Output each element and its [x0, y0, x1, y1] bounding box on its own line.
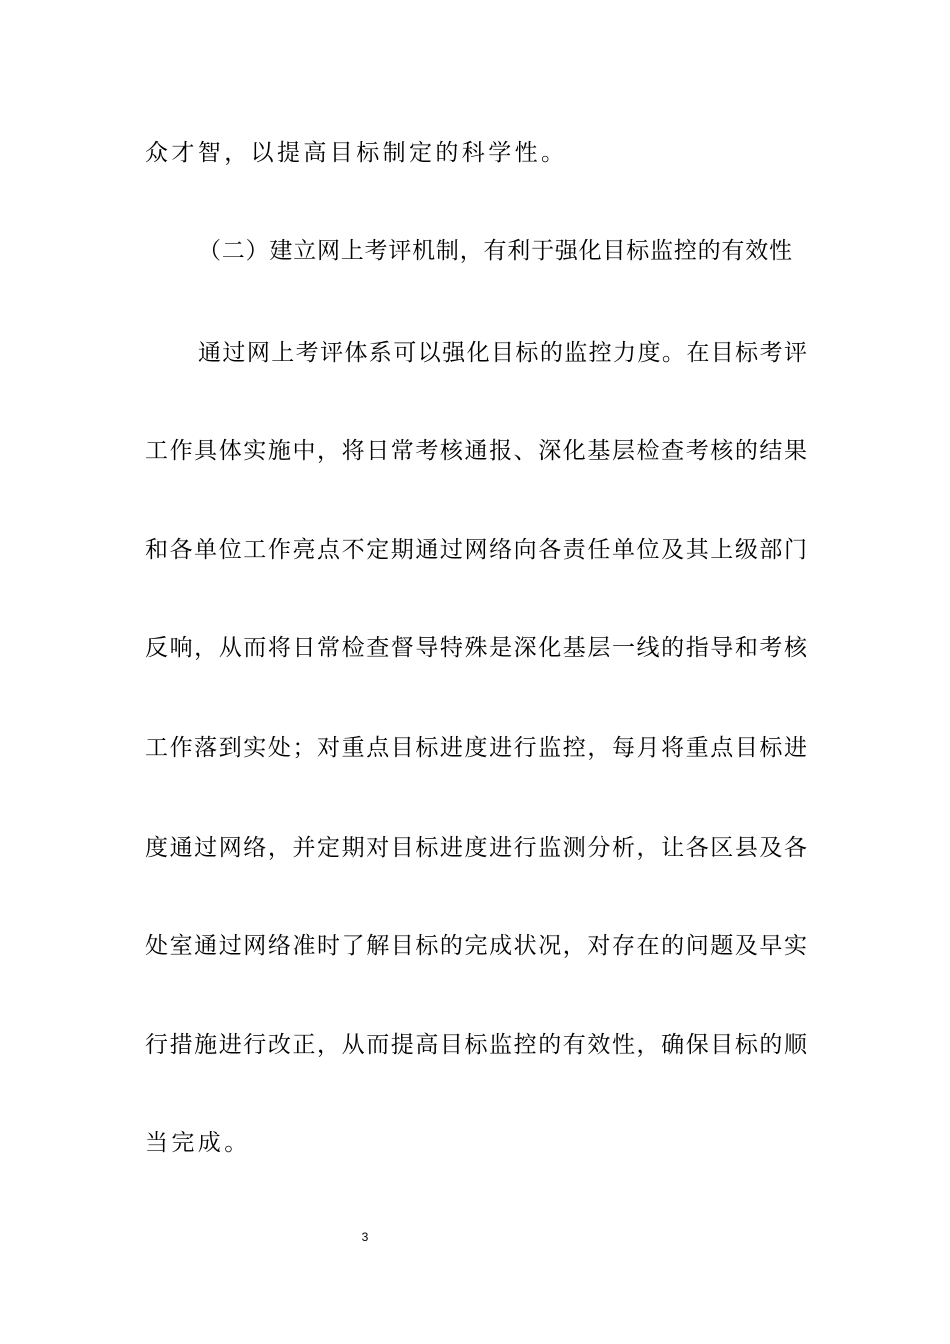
section-heading: （二）建立网上考评机制，有利于强化目标监控的有效性 [198, 238, 792, 264]
paragraph-line: 通过网上考评体系可以强化目标的监控力度。在目标考评 [198, 340, 807, 366]
paragraph-line: 度通过网络，并定期对目标进度进行监测分析，让各区县及各 [145, 835, 807, 861]
paragraph-line: 工作具体实施中，将日常考核通报、深化基层检查考核的结果 [145, 438, 807, 464]
paragraph-line: 当完成。 [145, 1130, 251, 1156]
paragraph-line: 众才智，以提高目标制定的科学性。 [145, 140, 568, 166]
paragraph-line: 反响，从而将日常检查督导特殊是深化基层一线的指导和考核 [145, 635, 807, 661]
paragraph-line: 处室通过网络准时了解目标的完成状况，对存在的问题及早实 [145, 933, 807, 959]
paragraph-line: 和各单位工作亮点不定期通过网络向各责任单位及其上级部门 [145, 537, 807, 563]
paragraph-line: 行措施进行改正，从而提高目标监控的有效性，确保目标的顺 [145, 1032, 807, 1058]
page-number: 3 [361, 1230, 369, 1244]
paragraph-line: 工作落到实处；对重点目标进度进行监控，每月将重点目标进 [145, 735, 807, 761]
